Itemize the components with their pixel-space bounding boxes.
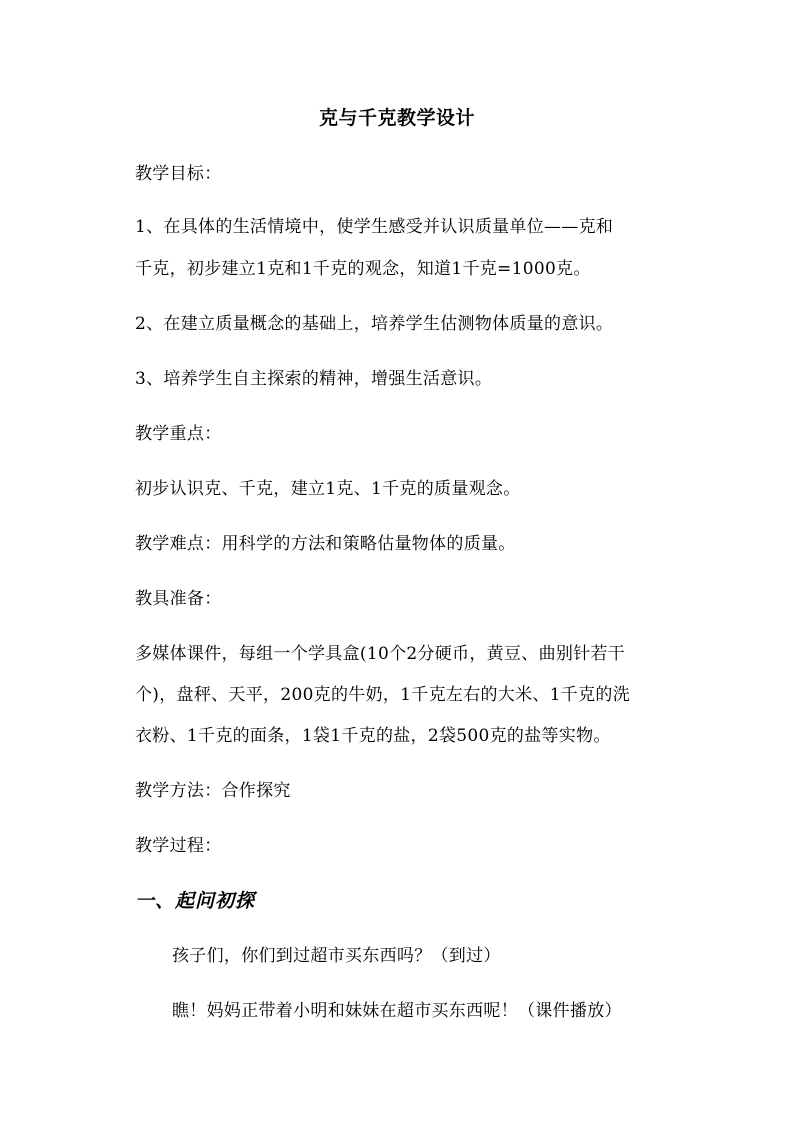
objective-1-line-1: 1、在具体的生活情境中，使学生感受并认识质量单位——克和 [135, 217, 614, 237]
dialogue-line-1: 孩子们，你们到过超市买东西吗？（到过） [172, 946, 501, 966]
dialogue-line-2: 瞧！妈妈正带着小明和妹妹在超市买东西呢！（课件播放） [172, 1001, 622, 1021]
materials-line-2: 个)，盘秤、天平，200克的牛奶，1千克左右的大米、1千克的洗 [135, 685, 631, 705]
document-title: 克与千克教学设计 [318, 107, 475, 129]
key-points-text: 初步认识克、千克，建立1克、1千克的质量观念。 [135, 479, 521, 499]
objective-2: 2、在建立质量概念的基础上，培养学生估测物体质量的意识。 [135, 314, 614, 334]
section-heading: 一、起问初探 [135, 890, 256, 912]
materials-line-3: 衣粉、1千克的面条，1袋1千克的盐，2袋500克的盐等实物。 [135, 726, 611, 746]
process-heading: 教学过程： [135, 836, 222, 856]
difficulty-text: 教学难点：用科学的方法和策略估量物体的质量。 [135, 534, 516, 554]
methods-text: 教学方法：合作探究 [135, 781, 291, 801]
objective-3: 3、培养学生自主探索的精神，增强生活意识。 [135, 369, 493, 389]
materials-line-1: 多媒体课件，每组一个学具盒(10个2分硬币，黄豆、曲别针若干 [135, 644, 626, 664]
key-points-heading: 教学重点： [135, 424, 222, 444]
objective-1-line-2: 千克，初步建立1克和1千克的观念，知道1千克=1000克。 [135, 259, 591, 279]
objectives-heading: 教学目标： [135, 164, 222, 184]
materials-heading: 教具准备： [135, 589, 222, 609]
